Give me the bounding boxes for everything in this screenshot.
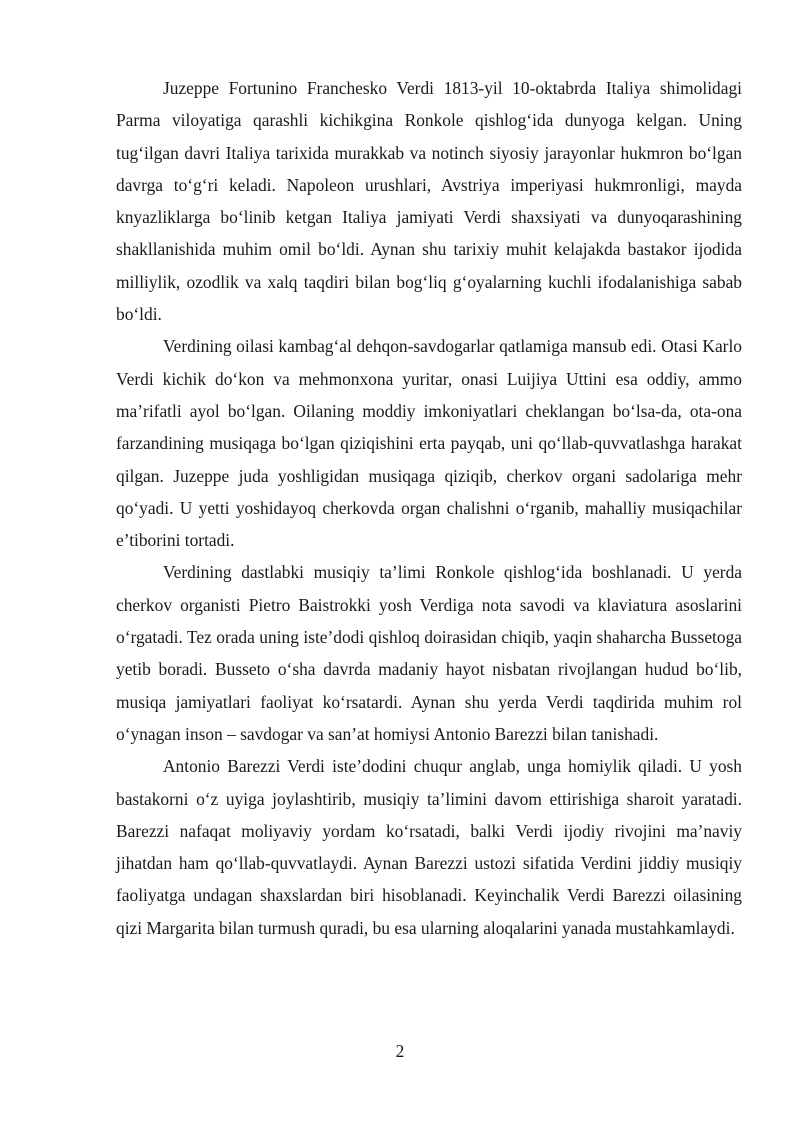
paragraph-4: Antonio Barezzi Verdi iste’dodini chuqur anglab, unga homiylik qiladi. U yosh bastakorni o‘z uyiga joylashtirib, musiqiy ta’limini davom ettirishiga sharoit yaratadi. Barezzi nafaqat moliyaviy yordam ko‘rsatadi, balki Verdi ijodiy rivojini ma’naviy jihatdan ham qo‘llab-quvvatlaydi. Aynan Barezzi ustozi sifatida Verdini jiddiy musiqiy faoliyatga undagan shaxslardan biri hisoblanadi. Keyinchalik Verdi Barezzi oilasining qizi Margarita bilan turmush quradi, bu esa ularning aloqalarini yanada mustahkamlaydi. bbox=[116, 756, 742, 938]
paragraph-1: Juzeppe Fortunino Franchesko Verdi 1813-yil 10-oktabrda Italiya shimolidagi Parma viloyatiga qarashli kichikgina Ronkole qishlog‘ida dunyoga kelgan. Uning tug‘ilgan davri Italiya tarixida murakkab va notinch siyosiy jarayonlar hukmron bo‘lgan davrga to‘g‘ri keladi. Napoleon urushlari, Avstriya imperiyasi hukmronligi, mayda knyazliklarga bo‘linib ketgan Italiya jamiyati Verdi shaxsiyati va dunyoqarashining shakllanishida muhim omil bo‘ldi. Aynan shu tarixiy muhit kelajakda bastakor ijodida milliylik, ozodlik va xalq taqdiri bilan bog‘liq g‘oyalarning kuchli ifodalanishiga sabab bo‘ldi. bbox=[116, 78, 742, 325]
paragraph-3: Verdining dastlabki musiqiy ta’limi Ronkole qishlog‘ida boshlanadi. U yerda cherkov organisti Pietro Baistrokki yosh Verdiga nota savodi va klaviatura asoslarini o‘rgatadi. Tez orada uning iste’dodi qishloq doirasidan chiqib, yaqin shaharcha Bussetoga yetib boradi. Busseto o‘sha davrda madaniy hayot nisbatan rivojlangan hudud bo‘lib, musiqa jamiyatlari faoliyat ko‘rsatardi. Aynan shu yerda Verdi taqdirida muhim rol o‘ynagan inson – savdogar va san’at homiysi Antonio Barezzi bilan tanishadi. bbox=[116, 562, 742, 744]
paragraph-2: Verdining oilasi kambag‘al dehqon-savdogarlar qatlamiga mansub edi. Otasi Karlo Verdi kichik do‘kon va mehmonxona yuritar, onasi Luijiya Uttini esa oddiy, ammo ma’rifatli ayol bo‘lgan. Oilaning moddiy imkoniyatlari cheklangan bo‘lsa-da, ota-ona farzandining musiqaga bo‘lgan qiziqishini erta payqab, uni qo‘llab-quvvatlashga harakat qilgan. Juzeppe juda yoshligidan musiqaga qiziqib, cherkov organi sadolariga mehr qo‘yadi. U yetti yoshidayoq cherkovda organ chalishni o‘rganib, mahalliy musiqachilar e’tiborini tortadi. bbox=[116, 336, 742, 551]
page-number: 2 bbox=[395, 1041, 405, 1061]
body-text bbox=[116, 72, 742, 944]
